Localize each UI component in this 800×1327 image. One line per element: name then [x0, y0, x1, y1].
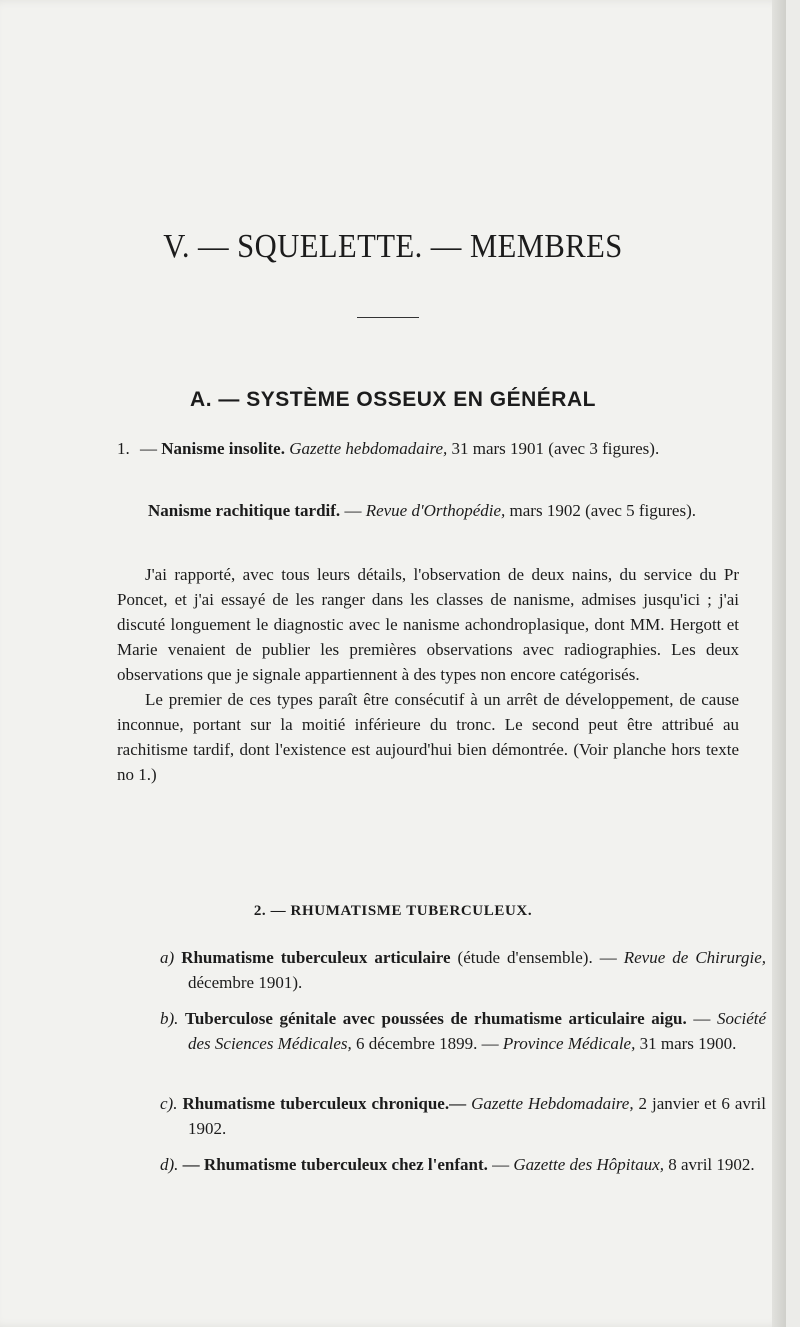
paragraph-1: J'ai rapporté, avec tous leurs détails, l'observation de deux nains, du service du Pr Poncet, et j'ai essayé de les ranger dans les classes de nanisme, admises jusqu'ici ; j'ai discuté longuement le diagnostic avec le nanisme achondroplasique, dont MM. Hergott et Marie venaient de publier les premières observations avec radiographies. Les deux observations que je signale appartiennent à des types non encore catégorisés.: [117, 565, 739, 684]
list-journal: Société des Sciences Médicales,: [188, 1009, 767, 1053]
list-note: (étude d'ensemble). —: [457, 948, 617, 967]
reference-title: Nanisme insolite.: [161, 439, 285, 458]
list-details: décembre 1901).: [188, 973, 303, 992]
list-journal: Revue de Chirurgie,: [623, 948, 767, 967]
list-journal-2: Province Médicale,: [502, 1034, 636, 1053]
reference-dash: —: [344, 501, 362, 520]
list-journal: Gazette Hebdomadaire,: [471, 1094, 634, 1113]
list-item-a: [160, 945, 766, 995]
list-details: 6 décembre 1899. —: [356, 1034, 499, 1053]
sub-heading: 2. — RHUMATISME TUBERCULEUX.: [253, 903, 533, 919]
list-dash: —: [693, 1009, 711, 1028]
list-title: Rhumatisme tuberculeux chronique.—: [182, 1094, 467, 1113]
reference-details: mars 1902 (avec 5 figures).: [509, 501, 696, 520]
list-dash: —: [492, 1155, 510, 1174]
list-title: Tuberculose génitale avec poussées de rhumatisme articulaire aigu.: [185, 1009, 687, 1028]
list-marker: d).: [160, 1155, 179, 1174]
list-title: Rhumatisme tuberculeux articulaire: [181, 948, 451, 967]
list-item-b: [160, 1006, 766, 1056]
chapter-title: V. — SQUELETTE. — MEMBRES: [163, 228, 623, 265]
list-details-2: 31 mars 1900.: [639, 1034, 737, 1053]
reference-journal: Gazette hebdomadaire,: [289, 439, 448, 458]
list-marker: a): [160, 948, 175, 967]
reference-title: Nanisme rachitique tardif.: [148, 501, 341, 520]
reference-1: [117, 436, 759, 461]
list-title: — Rhumatisme tuberculeux chez l'enfant.: [182, 1155, 488, 1174]
list-item-c: [160, 1091, 766, 1141]
list-details: 8 avril 1902.: [668, 1155, 755, 1174]
reference-number: 1.: [117, 439, 130, 458]
list-marker: c).: [160, 1094, 178, 1113]
reference-dash: —: [140, 439, 157, 458]
list-marker: b).: [160, 1009, 179, 1028]
title-divider: [357, 317, 419, 318]
reference-1b: [148, 498, 759, 523]
paragraph-2: Le premier de ces types paraît être consécutif à un arrêt de développement, de cause inconnue, portant sur la moitié inférieure du tronc. Le second peut être attribué au rachitisme tardif, dont l'existence est aujourd'hui bien démontrée. (Voir planche hors texte no 1.): [117, 690, 739, 784]
section-heading: A. — SYSTÈME OSSEUX EN GÉNÉRAL: [190, 388, 596, 411]
list-item-d: [160, 1152, 766, 1177]
list-journal: Gazette des Hôpitaux,: [513, 1155, 664, 1174]
list-details: 2 janvier et 6 avril 1902.: [188, 1094, 767, 1138]
body-text: [117, 562, 739, 787]
reference-journal: Revue d'Orthopédie,: [365, 501, 506, 520]
reference-details: 31 mars 1901 (avec 3 figures).: [451, 439, 660, 458]
page-edge: [772, 0, 786, 1327]
